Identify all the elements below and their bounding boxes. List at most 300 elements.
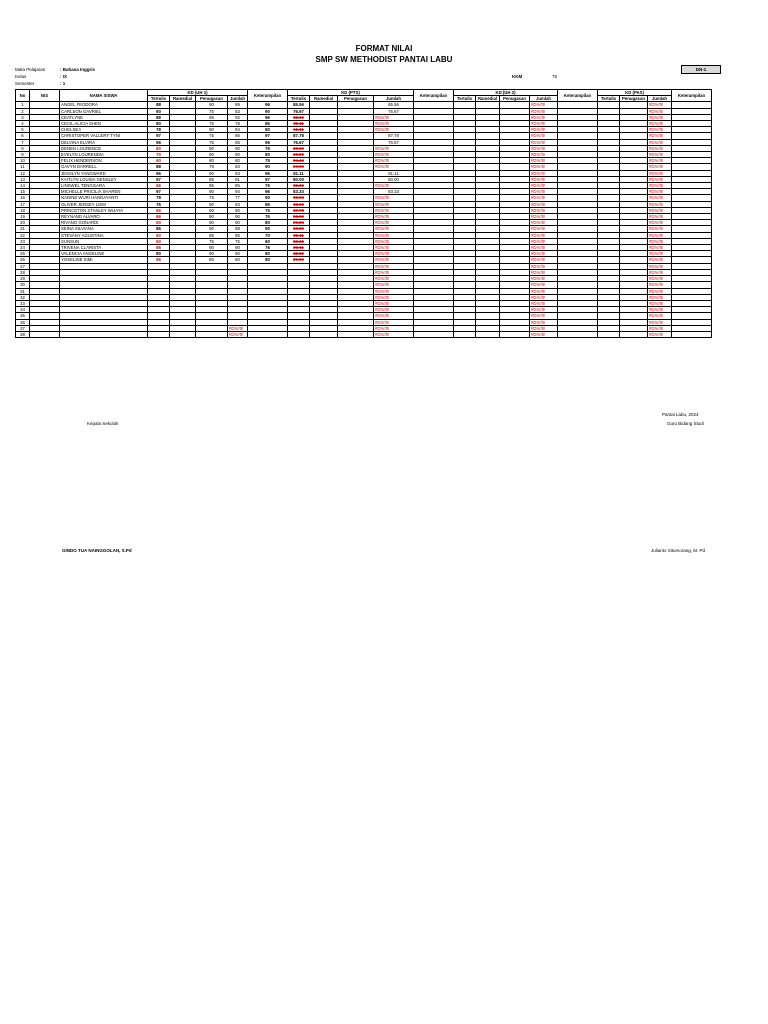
cell-pts-jumlah[interactable]: 87.78 [374, 133, 414, 139]
cell-uh1-jumlah[interactable]: 85 [228, 183, 248, 189]
cell-pas-jumlah[interactable]: #DIV/0! [648, 139, 672, 145]
cell-pts-jumlah[interactable]: #DIV/0! [374, 251, 414, 257]
cell-uh1-tertulis[interactable]: 97 [148, 189, 170, 195]
cell-pts-tertulis[interactable]: 33.33 [288, 201, 310, 207]
cell-uh1-tertulis[interactable]: 60 [148, 158, 170, 164]
cell-pas-jumlah[interactable]: #DIV/0! [648, 195, 672, 201]
cell-uh1-penugasan[interactable]: 90 [196, 145, 228, 151]
cell-keterampilan-1[interactable]: 76 [248, 145, 288, 151]
cell-pts-jumlah[interactable]: #DIV/0! [374, 220, 414, 226]
cell-pts-tertulis[interactable]: 85.56 [288, 102, 310, 108]
cell-pas-jumlah[interactable]: #DIV/0! [648, 257, 672, 263]
cell-pts-tertulis[interactable]: 61.11 [288, 127, 310, 133]
cell-pts-jumlah[interactable]: #DIV/0! [374, 288, 414, 294]
cell-pts-penugasan[interactable] [338, 331, 374, 337]
cell-pas-jumlah[interactable]: #DIV/0! [648, 331, 672, 337]
cell-uh1-penugasan[interactable]: 75 [196, 195, 228, 201]
cell-nama[interactable]: SEINA SILVIANA [60, 226, 148, 232]
cell-pts-jumlah[interactable]: #DIV/0! [374, 245, 414, 251]
cell-no[interactable]: 6 [16, 133, 30, 139]
cell-no[interactable]: 20 [16, 220, 30, 226]
cell-keterampilan-1[interactable]: 90 [248, 226, 288, 232]
cell-uh1-jumlah[interactable]: 83 [228, 201, 248, 207]
cell-nama[interactable]: MICHELLE PRICILIA SHAREN [60, 189, 148, 195]
cell-pts-tertulis[interactable]: 30.00 [288, 145, 310, 151]
cell-uh2-jumlah[interactable]: #DIV/0! [530, 176, 558, 182]
cell-uh1-jumlah[interactable]: 77 [228, 195, 248, 201]
cell-pts-jumlah[interactable]: #DIV/0! [374, 164, 414, 170]
cell-uh1-penugasan[interactable]: 90 [196, 152, 228, 158]
cell-pas-jumlah[interactable]: #DIV/0! [648, 288, 672, 294]
cell-pts-jumlah[interactable]: #DIV/0! [374, 214, 414, 220]
cell-uh1-jumlah[interactable]: 75 [228, 238, 248, 244]
cell-pas-jumlah[interactable]: #DIV/0! [648, 121, 672, 127]
cell-uh1-jumlah[interactable]: 88 [228, 226, 248, 232]
cell-no[interactable]: 17 [16, 201, 30, 207]
cell-uh2-jumlah[interactable]: #DIV/0! [530, 232, 558, 238]
cell-pts-jumlah[interactable]: #DIV/0! [374, 257, 414, 263]
cell-keterampilan-1[interactable]: 75 [248, 207, 288, 213]
cell-pas-jumlah[interactable]: #DIV/0! [648, 251, 672, 257]
cell-uh1-penugasan[interactable]: 75 [196, 121, 228, 127]
cell-keterampilan-1[interactable]: 86 [248, 201, 288, 207]
cell-uh2-jumlah[interactable]: #DIV/0! [530, 319, 558, 325]
cell-uh2-jumlah[interactable]: #DIV/0! [530, 189, 558, 195]
cell-no[interactable]: 26 [16, 257, 30, 263]
cell-nama[interactable]: GAVYN DARRELL [60, 164, 148, 170]
cell-pas-jumlah[interactable]: #DIV/0! [648, 133, 672, 139]
cell-no[interactable]: 15 [16, 189, 30, 195]
cell-uh1-jumlah[interactable]: 90 [228, 245, 248, 251]
cell-uh1-jumlah[interactable]: 90 [228, 145, 248, 151]
cell-nama[interactable]: KAITLYN LOUISA GENSLEY [60, 176, 148, 182]
cell-pas-jumlah[interactable]: #DIV/0! [648, 214, 672, 220]
cell-pts-jumlah[interactable]: #DIV/0! [374, 201, 414, 207]
cell-uh2-jumlah[interactable]: #DIV/0! [530, 207, 558, 213]
cell-pas-tertulis[interactable] [598, 331, 620, 337]
cell-no[interactable]: 30 [16, 282, 30, 288]
cell-uh1-tertulis[interactable]: 66 [148, 183, 170, 189]
cell-uh1-jumlah[interactable]: 86 [228, 133, 248, 139]
cell-pts-jumlah[interactable]: #DIV/0! [374, 325, 414, 331]
cell-no[interactable]: 25 [16, 251, 30, 257]
cell-pts-jumlah[interactable]: #DIV/0! [374, 238, 414, 244]
cell-pts-remedial[interactable] [310, 331, 338, 337]
cell-uh1-jumlah[interactable]: #DIV/0! [228, 325, 248, 331]
cell-keterampilan-1[interactable]: 97 [248, 176, 288, 182]
cell-uh2-jumlah[interactable]: #DIV/0! [530, 313, 558, 319]
cell-uh1-jumlah[interactable]: 80 [228, 257, 248, 263]
cell-uh1-jumlah[interactable]: #DIV/0! [228, 331, 248, 337]
cell-uh1-jumlah[interactable]: 91 [228, 176, 248, 182]
cell-uh2-jumlah[interactable]: #DIV/0! [530, 214, 558, 220]
cell-pas-jumlah[interactable]: #DIV/0! [648, 114, 672, 120]
cell-uh1-tertulis[interactable]: 66 [148, 245, 170, 251]
cell-uh1-tertulis[interactable]: 97 [148, 133, 170, 139]
cell-uh1-penugasan[interactable]: 85 [196, 176, 228, 182]
cell-keterampilan-1[interactable]: 96 [248, 139, 288, 145]
cell-pts-tertulis[interactable]: 21.11 [288, 245, 310, 251]
cell-uh1-penugasan[interactable]: 90 [196, 127, 228, 133]
cell-keterampilan-1[interactable]: 80 [248, 251, 288, 257]
cell-no[interactable]: 36 [16, 319, 30, 325]
cell-uh1-tertulis[interactable]: 60 [148, 145, 170, 151]
cell-no[interactable]: 19 [16, 214, 30, 220]
cell-keterampilan-1[interactable]: 97 [248, 133, 288, 139]
cell-no[interactable]: 18 [16, 207, 30, 213]
cell-uh1-penugasan[interactable]: 90 [196, 189, 228, 195]
cell-pas-jumlah[interactable]: #DIV/0! [648, 282, 672, 288]
cell-uh2-jumlah[interactable]: #DIV/0! [530, 133, 558, 139]
cell-pas-jumlah[interactable]: #DIV/0! [648, 300, 672, 306]
cell-uh1-tertulis[interactable]: 96 [148, 170, 170, 176]
cell-pas-jumlah[interactable]: #DIV/0! [648, 220, 672, 226]
cell-pas-jumlah[interactable]: #DIV/0! [648, 102, 672, 108]
cell-no[interactable]: 22 [16, 232, 30, 238]
cell-no[interactable]: 24 [16, 245, 30, 251]
cell-pts-jumlah[interactable]: #DIV/0! [374, 145, 414, 151]
cell-uh1-tertulis[interactable]: 60 [148, 238, 170, 244]
cell-pas-jumlah[interactable]: #DIV/0! [648, 245, 672, 251]
cell-uh1-penugasan[interactable]: 85 [196, 183, 228, 189]
cell-no[interactable]: 38 [16, 331, 30, 337]
cell-uh2-jumlah[interactable]: #DIV/0! [530, 282, 558, 288]
cell-keterampilan-4[interactable] [672, 331, 712, 337]
cell-uh2-remedial[interactable] [476, 331, 500, 337]
cell-uh2-jumlah[interactable]: #DIV/0! [530, 145, 558, 151]
cell-pas-jumlah[interactable]: #DIV/0! [648, 127, 672, 133]
cell-uh1-penugasan[interactable]: 95 [196, 114, 228, 120]
cell-pts-tertulis[interactable]: 83.33 [288, 189, 310, 195]
cell-keterampilan-1[interactable]: 76 [248, 183, 288, 189]
cell-no[interactable]: 1 [16, 102, 30, 108]
cell-uh1-jumlah[interactable]: 89 [228, 102, 248, 108]
cell-pas-jumlah[interactable]: #DIV/0! [648, 152, 672, 158]
cell-uh2-jumlah[interactable]: #DIV/0! [530, 276, 558, 282]
cell-no[interactable]: 35 [16, 313, 30, 319]
cell-no[interactable]: 2 [16, 108, 30, 114]
cell-uh2-jumlah[interactable]: #DIV/0! [530, 139, 558, 145]
cell-nama[interactable]: TRIVENA CLARISTA [60, 245, 148, 251]
cell-pts-tertulis[interactable]: 30.00 [288, 152, 310, 158]
cell-uh1-penugasan[interactable]: 75 [196, 108, 228, 114]
cell-pas-jumlah[interactable]: #DIV/0! [648, 319, 672, 325]
cell-uh2-jumlah[interactable]: #DIV/0! [530, 114, 558, 120]
cell-nama[interactable]: VALENCIA ANGELINE [60, 251, 148, 257]
cell-uh1-tertulis[interactable]: 97 [148, 176, 170, 182]
cell-uh2-jumlah[interactable]: #DIV/0! [530, 325, 558, 331]
cell-uh2-jumlah[interactable]: #DIV/0! [530, 170, 558, 176]
cell-uh1-tertulis[interactable]: 78 [148, 195, 170, 201]
cell-pts-jumlah[interactable]: #DIV/0! [374, 127, 414, 133]
cell-pas-jumlah[interactable]: #DIV/0! [648, 325, 672, 331]
cell-uh2-jumlah[interactable]: #DIV/0! [530, 127, 558, 133]
cell-uh2-jumlah[interactable]: #DIV/0! [530, 158, 558, 164]
cell-uh1-tertulis[interactable]: 88 [148, 114, 170, 120]
cell-pts-jumlah[interactable]: 83.33 [374, 189, 414, 195]
cell-uh1-tertulis[interactable]: 60 [148, 220, 170, 226]
cell-uh1-jumlah[interactable]: 90 [228, 207, 248, 213]
cell-pts-tertulis[interactable]: 32.22 [288, 183, 310, 189]
cell-pts-jumlah[interactable]: #DIV/0! [374, 183, 414, 189]
cell-uh1-penugasan[interactable]: 90 [196, 170, 228, 176]
cell-pts-tertulis[interactable]: 22.22 [288, 238, 310, 244]
cell-nama[interactable]: JESSLYN YANGWARD [60, 170, 148, 176]
cell-no[interactable]: 33 [16, 300, 30, 306]
cell-pts-jumlah[interactable]: #DIV/0! [374, 307, 414, 313]
cell-uh1-jumlah[interactable]: 90 [228, 152, 248, 158]
cell-pts-jumlah[interactable]: #DIV/0! [374, 269, 414, 275]
cell-pts-tertulis[interactable]: 37.78 [288, 207, 310, 213]
cell-nama[interactable]: CARLSON GAVRIEL [60, 108, 148, 114]
cell-no[interactable]: 11 [16, 164, 30, 170]
cell-pas-jumlah[interactable]: #DIV/0! [648, 108, 672, 114]
cell-uh1-jumlah[interactable]: 90 [228, 251, 248, 257]
cell-keterampilan-1[interactable]: 80 [248, 127, 288, 133]
cell-pts-tertulis[interactable]: 31.11 [288, 121, 310, 127]
cell-pas-jumlah[interactable]: #DIV/0! [648, 276, 672, 282]
cell-pts-tertulis[interactable]: 26.24 [288, 220, 310, 226]
cell-keterampilan-1[interactable]: 80 [248, 152, 288, 158]
cell-uh2-jumlah[interactable]: #DIV/0! [530, 263, 558, 269]
cell-uh1-tertulis[interactable]: 90 [148, 108, 170, 114]
cell-pas-jumlah[interactable]: #DIV/0! [648, 263, 672, 269]
cell-uh1-penugasan[interactable]: 75 [196, 139, 228, 145]
cell-uh1-jumlah[interactable]: 85 [228, 232, 248, 238]
cell-no[interactable]: 32 [16, 294, 30, 300]
cell-pas-jumlah[interactable]: #DIV/0! [648, 226, 672, 232]
cell-keterampilan-1[interactable]: 80 [248, 257, 288, 263]
cell-no[interactable]: 14 [16, 183, 30, 189]
cell-pts-tertulis[interactable]: 66.66 [288, 164, 310, 170]
cell-keterampilan-1[interactable]: 90 [248, 108, 288, 114]
cell-pts-jumlah[interactable]: #DIV/0! [374, 195, 414, 201]
cell-pts-tertulis[interactable]: 21.11 [288, 232, 310, 238]
cell-pts-tertulis[interactable]: 34.44 [288, 158, 310, 164]
cell-keterampilan-1[interactable]: 75 [248, 158, 288, 164]
cell-pas-jumlah[interactable]: #DIV/0! [648, 269, 672, 275]
cell-pts-jumlah[interactable]: #DIV/0! [374, 276, 414, 282]
cell-no[interactable]: 8 [16, 145, 30, 151]
cell-pts-tertulis[interactable]: 80.00 [288, 176, 310, 182]
cell-no[interactable]: 31 [16, 288, 30, 294]
cell-no[interactable]: 37 [16, 325, 30, 331]
cell-nama[interactable]: NADINE WURI HANDAYANTI [60, 195, 148, 201]
cell-pts-jumlah[interactable]: #DIV/0! [374, 282, 414, 288]
cell-nama[interactable]: LINSWEL TENGGARA [60, 183, 148, 189]
cell-uh1-jumlah[interactable]: 93 [228, 170, 248, 176]
cell-nama[interactable]: FELIX HENDERSON [60, 158, 148, 164]
cell-uh1-jumlah[interactable]: 83 [228, 108, 248, 114]
cell-pas-penugasan[interactable] [620, 331, 648, 337]
cell-pts-tertulis[interactable]: 62.22 [288, 114, 310, 120]
cell-pts-jumlah[interactable]: #DIV/0! [374, 152, 414, 158]
cell-pas-jumlah[interactable]: #DIV/0! [648, 183, 672, 189]
cell-pts-tertulis[interactable]: 26.50 [288, 214, 310, 220]
cell-uh1-tertulis[interactable]: 66 [148, 257, 170, 263]
cell-pas-jumlah[interactable]: #DIV/0! [648, 158, 672, 164]
cell-pas-jumlah[interactable]: #DIV/0! [648, 170, 672, 176]
cell-uh1-jumlah[interactable]: 92 [228, 114, 248, 120]
cell-uh1-remedial[interactable] [170, 331, 196, 337]
cell-uh2-jumlah[interactable]: #DIV/0! [530, 251, 558, 257]
cell-uh2-jumlah[interactable]: #DIV/0! [530, 201, 558, 207]
cell-uh1-penugasan[interactable]: 75 [196, 133, 228, 139]
cell-nama[interactable]: CHRISTOPER VALLERY TYNI [60, 133, 148, 139]
cell-no[interactable]: 27 [16, 263, 30, 269]
cell-pts-jumlah[interactable]: #DIV/0! [374, 121, 414, 127]
cell-nama[interactable] [60, 331, 148, 337]
cell-pts-jumlah[interactable]: 76.67 [374, 108, 414, 114]
cell-nama[interactable]: PRINCETON STANLEY WIJAYA [60, 207, 148, 213]
cell-uh1-penugasan[interactable]: 90 [196, 226, 228, 232]
cell-uh1-penugasan[interactable]: 90 [196, 251, 228, 257]
cell-no[interactable]: 12 [16, 170, 30, 176]
cell-pts-tertulis[interactable] [288, 331, 310, 337]
cell-uh1-jumlah[interactable]: 78 [228, 121, 248, 127]
cell-uh1-jumlah[interactable]: 90 [228, 220, 248, 226]
cell-uh2-jumlah[interactable]: #DIV/0! [530, 108, 558, 114]
cell-pas-jumlah[interactable]: #DIV/0! [648, 238, 672, 244]
cell-nama[interactable]: DELVINA ELVIRA [60, 139, 148, 145]
cell-uh2-jumlah[interactable]: #DIV/0! [530, 300, 558, 306]
cell-pts-tertulis[interactable]: 87.78 [288, 133, 310, 139]
cell-pas-jumlah[interactable]: #DIV/0! [648, 164, 672, 170]
cell-pts-jumlah[interactable]: #DIV/0! [374, 313, 414, 319]
cell-no[interactable]: 29 [16, 276, 30, 282]
cell-pts-jumlah[interactable]: #DIV/0! [374, 232, 414, 238]
cell-uh2-jumlah[interactable]: #DIV/0! [530, 245, 558, 251]
cell-no[interactable]: 23 [16, 238, 30, 244]
cell-nama[interactable]: EVELYN LOURENDIA [60, 152, 148, 158]
cell-pts-jumlah[interactable]: #DIV/0! [374, 300, 414, 306]
cell-pts-tertulis[interactable]: 81.11 [288, 170, 310, 176]
cell-pts-jumlah[interactable]: 85.56 [374, 102, 414, 108]
cell-uh1-tertulis[interactable] [148, 331, 170, 337]
cell-uh2-penugasan[interactable] [500, 331, 530, 337]
cell-uh1-jumlah[interactable]: 94 [228, 189, 248, 195]
cell-uh1-penugasan[interactable]: 90 [196, 214, 228, 220]
cell-keterampilan-1[interactable]: 90 [248, 164, 288, 170]
cell-uh1-tertulis[interactable]: 88 [148, 102, 170, 108]
cell-uh1-penugasan[interactable]: 85 [196, 232, 228, 238]
cell-pts-tertulis[interactable]: 33.33 [288, 195, 310, 201]
cell-pts-jumlah[interactable]: #DIV/0! [374, 226, 414, 232]
cell-nama[interactable]: STEVANY AGUSTINA [60, 232, 148, 238]
cell-uh1-tertulis[interactable]: 88 [148, 164, 170, 170]
cell-nama[interactable]: ANGEL FEODORA [60, 102, 148, 108]
cell-uh2-jumlah[interactable]: #DIV/0! [530, 164, 558, 170]
cell-nama[interactable]: DENEN LOURENCE [60, 145, 148, 151]
cell-uh1-penugasan[interactable]: 80 [196, 158, 228, 164]
cell-uh1-tertulis[interactable]: 86 [148, 226, 170, 232]
cell-no[interactable]: 21 [16, 226, 30, 232]
cell-keterampilan-1[interactable]: 96 [248, 170, 288, 176]
cell-uh1-penugasan[interactable]: 90 [196, 245, 228, 251]
cell-uh2-jumlah[interactable]: #DIV/0! [530, 183, 558, 189]
cell-pts-jumlah[interactable]: 81.11 [374, 170, 414, 176]
cell-pas-jumlah[interactable]: #DIV/0! [648, 176, 672, 182]
cell-uh2-jumlah[interactable]: #DIV/0! [530, 152, 558, 158]
cell-no[interactable]: 7 [16, 139, 30, 145]
cell-uh1-penugasan[interactable]: 90 [196, 102, 228, 108]
cell-uh1-tertulis[interactable]: 66 [148, 214, 170, 220]
cell-uh1-penugasan[interactable]: 75 [196, 238, 228, 244]
cell-uh1-tertulis[interactable]: 78 [148, 127, 170, 133]
cell-nama[interactable]: CECIL ALICIA SHEN [60, 121, 148, 127]
cell-nama[interactable]: CEATLYNE [60, 114, 148, 120]
cell-uh2-jumlah[interactable]: #DIV/0! [530, 288, 558, 294]
cell-nama[interactable]: CHELSEA [60, 127, 148, 133]
cell-uh2-tertulis[interactable] [454, 331, 476, 337]
cell-pts-jumlah[interactable]: 80.00 [374, 176, 414, 182]
cell-uh1-penugasan[interactable]: 80 [196, 257, 228, 263]
cell-uh1-penugasan[interactable] [196, 331, 228, 337]
cell-pts-tertulis[interactable]: 26.50 [288, 257, 310, 263]
cell-pas-jumlah[interactable]: #DIV/0! [648, 207, 672, 213]
cell-pts-jumlah[interactable]: #DIV/0! [374, 207, 414, 213]
cell-uh1-jumlah[interactable]: 80 [228, 158, 248, 164]
cell-nama[interactable]: RIVANO GONARDI [60, 220, 148, 226]
cell-pts-tertulis[interactable]: 32.22 [288, 251, 310, 257]
cell-uh2-jumlah[interactable]: #DIV/0! [530, 257, 558, 263]
cell-pas-jumlah[interactable]: #DIV/0! [648, 294, 672, 300]
cell-pas-jumlah[interactable]: #DIV/0! [648, 232, 672, 238]
cell-uh2-jumlah[interactable]: #DIV/0! [530, 102, 558, 108]
cell-nama[interactable]: OLIVER JERSEY LIEM [60, 201, 148, 207]
cell-uh1-tertulis[interactable]: 70 [148, 152, 170, 158]
cell-no[interactable]: 9 [16, 152, 30, 158]
cell-pts-tertulis[interactable]: 76.67 [288, 139, 310, 145]
cell-pts-jumlah[interactable]: #DIV/0! [374, 263, 414, 269]
cell-pts-tertulis[interactable]: 76.67 [288, 108, 310, 114]
cell-no[interactable]: 28 [16, 269, 30, 275]
cell-keterampilan-1[interactable]: 76 [248, 214, 288, 220]
cell-pts-jumlah[interactable]: #DIV/0! [374, 319, 414, 325]
cell-pts-jumlah[interactable]: #DIV/0! [374, 114, 414, 120]
cell-uh1-tertulis[interactable]: 80 [148, 251, 170, 257]
cell-uh1-tertulis[interactable]: 60 [148, 232, 170, 238]
cell-uh2-jumlah[interactable]: #DIV/0! [530, 226, 558, 232]
cell-pas-jumlah[interactable]: #DIV/0! [648, 201, 672, 207]
cell-keterampilan-3[interactable] [558, 331, 598, 337]
cell-uh1-penugasan[interactable]: 90 [196, 207, 228, 213]
cell-nis[interactable] [30, 331, 60, 337]
cell-keterampilan-1[interactable]: 80 [248, 220, 288, 226]
cell-uh1-penugasan[interactable]: 90 [196, 220, 228, 226]
cell-keterampilan-1[interactable]: 70 [248, 232, 288, 238]
cell-keterampilan-1[interactable]: 60 [248, 238, 288, 244]
cell-uh2-jumlah[interactable]: #DIV/0! [530, 238, 558, 244]
cell-uh1-jumlah[interactable]: 90 [228, 214, 248, 220]
cell-pas-jumlah[interactable]: #DIV/0! [648, 307, 672, 313]
cell-uh1-tertulis[interactable]: 80 [148, 121, 170, 127]
cell-keterampilan-1[interactable] [248, 331, 288, 337]
cell-pts-tertulis[interactable]: 60.20 [288, 226, 310, 232]
cell-pts-jumlah[interactable]: #DIV/0! [374, 294, 414, 300]
cell-uh2-jumlah[interactable]: #DIV/0! [530, 331, 558, 337]
cell-keterampilan-1[interactable]: 76 [248, 245, 288, 251]
cell-pas-jumlah[interactable]: #DIV/0! [648, 313, 672, 319]
cell-uh1-jumlah[interactable]: 84 [228, 127, 248, 133]
cell-keterampilan-1[interactable]: 96 [248, 189, 288, 195]
cell-no[interactable]: 34 [16, 307, 30, 313]
cell-no[interactable]: 16 [16, 195, 30, 201]
cell-uh1-jumlah[interactable]: 83 [228, 164, 248, 170]
cell-uh1-jumlah[interactable]: 85 [228, 139, 248, 145]
cell-uh1-tertulis[interactable]: 76 [148, 201, 170, 207]
cell-pts-jumlah[interactable]: #DIV/0! [374, 158, 414, 164]
